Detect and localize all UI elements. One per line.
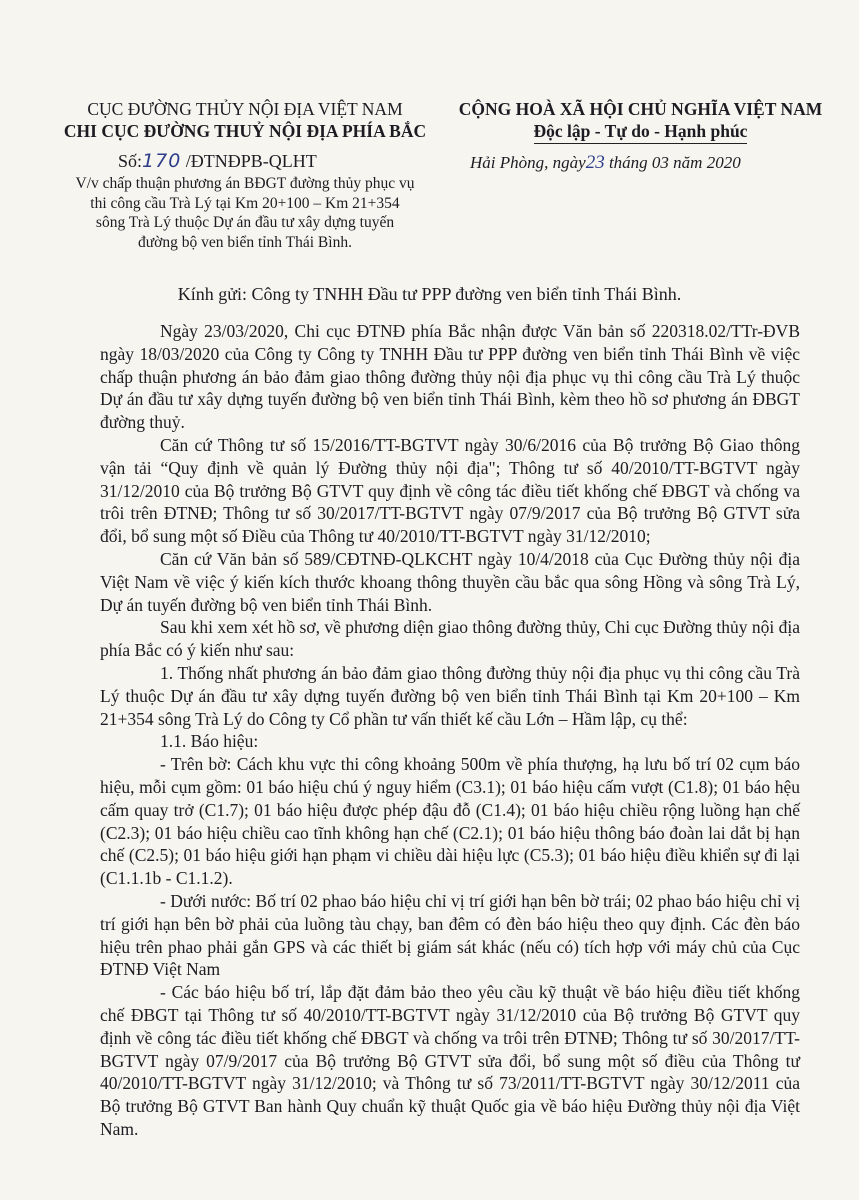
document-body — [100, 320, 800, 1141]
doc-number-suffix: /ĐTNĐPB-QLHT — [181, 151, 317, 171]
body-paragraph: - Dưới nước: Bố trí 02 phao báo hiệu chỉ vị trí giới hạn bên bờ trái; 02 phao báo hiệu chỉ vị trí giới hạn bên bờ phải của luồng tàu chạy, ban đêm có đèn báo hiệu theo quy định. Các đèn báo hiệu trên phao phải gắn GPS và các thiết bị giám sát khác (nếu có) tích hợp với máy chủ của Cục ĐTNĐ Việt Nam — [100, 890, 800, 980]
body-paragraph: - Trên bờ: Cách khu vực thi công khoảng 500m về phía thượng, hạ lưu bố trí 02 cụm báo hiệu, mỗi cụm gồm: 01 báo hiệu chú ý nguy hiểm (C3.1); 01 báo hiệu cấm vượt (C1.8); 01 báo hệu cấm quay trở (C1.7); 01 báo hiệu được phép đậu đỗ (C1.4); 01 báo hiệu chiều rộng luồng hạn chế (C2.3); 01 báo hiệu chiều cao tĩnh không hạn chế (C2.1); 01 báo hiệu thông báo đoàn lai dắt bị hạn chế (C2.5); 01 báo hiệu giới hạn phạm vi chiều dài hiệu lực (C5.3); 01 báo hiệu điều khiển sự đi lại (C1.1.1b - C1.1.2). — [100, 754, 800, 889]
subject-line: đường bộ ven biển tỉnh Thái Bình. — [138, 233, 352, 251]
subject-line: V/v chấp thuận phương án BĐGT đường thủy phục vụ — [75, 175, 415, 192]
body-paragraph: - Các báo hiệu bố trí, lắp đặt đảm bảo theo yêu cầu kỹ thuật về báo hiệu điều tiết khống chế ĐBGT tại Thông tư số 40/2010/TT-BGTVT ngày 31/12/2010 của Bộ trưởng Bộ GTVT quy định về công tác điều tiết khống chế ĐBGT và chống va trôi trên ĐTNĐ; Thông tư số 30/2017/TT-BGTVT ngày 07/9/2017 của Bộ trưởng Bộ GTVT sửa đổi, bổ sung một số điều của Thông tư 40/2010/TT-BGTVT ngày 31/12/2010; và Thông tư số 73/2011/TT-BGTVT ngày 30/12/2011 của Bộ trưởng Bộ GTVT Ban hành Quy chuẩn kỹ thuật Quốc gia về báo hiệu Đường thủy nội địa Việt Nam. — [100, 982, 800, 1139]
nation-header — [448, 98, 833, 144]
subject-block — [60, 174, 430, 252]
body-paragraph: Căn cứ Văn bản số 589/CĐTNĐ-QLKCHT ngày 10/4/2018 của Cục Đường thủy nội địa Việt Nam về việc ý kiến kích thước khoang thông thuyền cầu bắc qua sông Hồng và sông Trà Lý, Dự án tuyến đường bộ ven biển tỉnh Thái Bình. — [100, 548, 800, 615]
nation-line-1: CỘNG HOÀ XÃ HỘI CHỦ NGHĨA VIỆT NAM — [458, 99, 823, 119]
doc-number-handwritten: 170 — [142, 150, 182, 172]
body-paragraph: Căn cứ Thông tư số 15/2016/TT-BGTVT ngày 30/6/2016 của Bộ trưởng Bộ Giao thông vận tải “Quy định về quản lý Đường thủy nội địa"; Thông tư số 40/2010/TT-BGTVT ngày 31/12/2010 của Bộ trưởng Bộ GTVT quy định về công tác điều tiết khống chế ĐBGT và chống va trôi trên ĐTNĐ; Thông tư số 30/2017/TT-BGTVT ngày 07/9/2017 của Bộ trưởng Bộ GTVT sửa đổi, bổ sung một số Điều của Thông tư 40/2010/TT-BGTVT ngày 31/12/2010; — [100, 434, 800, 547]
agency-line-2: CHI CỤC ĐƯỜNG THUỶ NỘI ĐỊA PHÍA BẮC — [63, 121, 427, 141]
nation-motto: Độc lập - Tự do - Hạnh phúc — [534, 120, 748, 144]
recipient: Kính gửi: Công ty TNHH Đầu tư PPP đường ven biển tỉnh Thái Bình. — [177, 284, 682, 304]
date-suffix: tháng 03 năm 2020 — [604, 153, 741, 172]
agency-header — [60, 98, 430, 142]
subject-line: thi công cầu Trà Lý tại Km 20+100 – Km 21+354 — [90, 194, 400, 212]
body-paragraph: Ngày 23/03/2020, Chi cục ĐTNĐ phía Bắc nhận được Văn bản số 220318.02/TTr-ĐVB ngày 18/03/2020 của Công ty Công ty TNHH Đầu tư PPP đường ven biển tỉnh Thái Bình về việc chấp thuận phương án bảo đảm giao thông đường thủy nội địa phục vụ thi công cầu Trà Lý thuộc Dự án đầu tư xây dựng tuyến đường bộ ven biển tỉnh Thái Bình, kèm theo hồ sơ phương án ĐBGT đường thuỷ. — [100, 321, 800, 433]
subject-line: sông Trà Lý thuộc Dự án đầu tư xây dựng tuyến — [95, 214, 395, 231]
document-number — [118, 150, 317, 172]
doc-number-prefix: Số: — [118, 151, 143, 171]
body-paragraph: 1.1. Báo hiệu: — [160, 731, 259, 752]
agency-line-1: CỤC ĐƯỜNG THỦY NỘI ĐỊA VIỆT NAM — [87, 99, 403, 119]
body-paragraph: 1. Thống nhất phương án bảo đảm giao thông đường thủy nội địa phục vụ thi công cầu Trà Lý thuộc Dự án đầu tư xây dựng tuyến đường bộ ven biển tỉnh Thái Bình tại Km 20+100 – Km 21+354 sông Trà Lý do Công ty Cổ phần tư vấn thiết kế cầu Lớn – Hầm lập, cụ thể: — [100, 662, 800, 729]
document-date — [470, 152, 741, 174]
date-day-handwritten: 23 — [585, 152, 605, 173]
date-prefix: Hải Phòng, ngày — [470, 153, 586, 172]
body-paragraph: Sau khi xem xét hồ sơ, về phương diện giao thông đường thủy, Chi cục Đường thủy nội địa phía Bắc có ý kiến như sau: — [100, 617, 800, 661]
